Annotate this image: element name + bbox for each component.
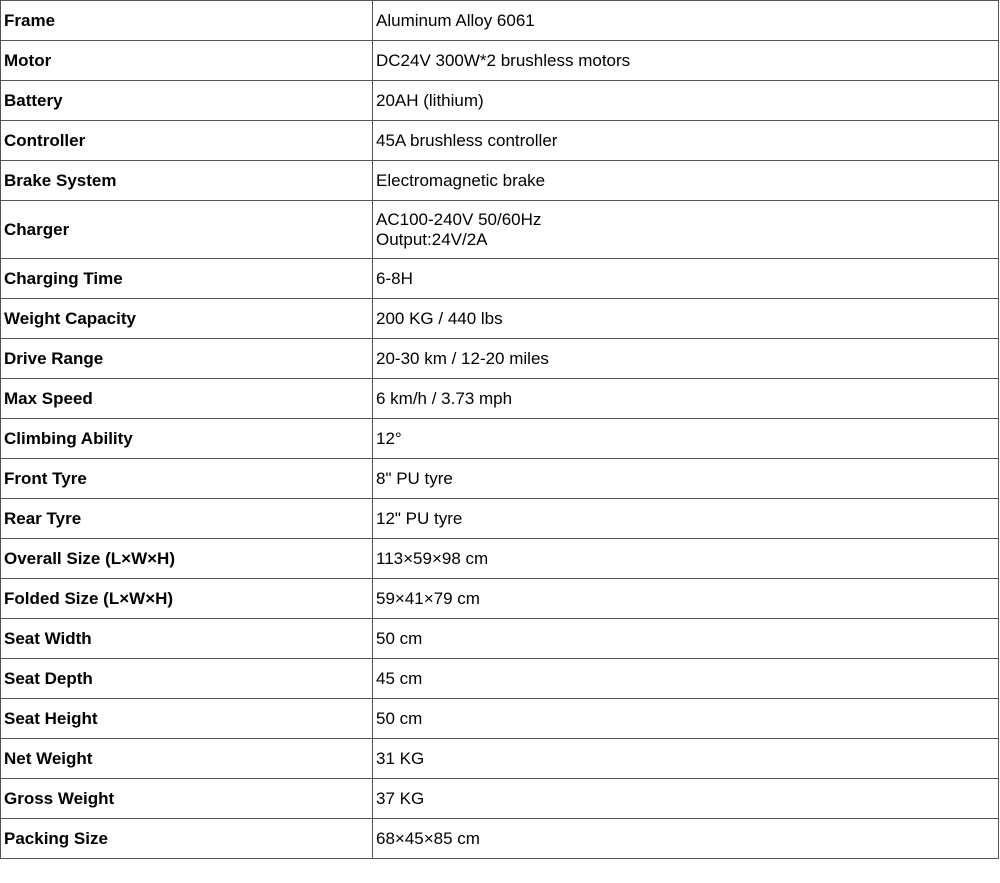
spec-value-line: DC24V 300W*2 brushless motors [376,50,631,70]
spec-value-line: 50 cm [376,708,423,728]
spec-value [373,81,999,121]
spec-value-line: 20-30 km / 12-20 miles [376,348,549,368]
spec-value [373,539,999,579]
spec-label: Rear Tyre [1,499,373,539]
spec-label: Seat Depth [1,659,373,699]
spec-value-line: Aluminum Alloy 6061 [376,10,535,30]
spec-value [373,819,999,859]
spec-value [373,419,999,459]
table-row [1,699,999,739]
spec-label: Battery [1,81,373,121]
table-row [1,81,999,121]
spec-value-line: 45 cm [376,668,423,688]
spec-label: Packing Size [1,819,373,859]
spec-label: Max Speed [1,379,373,419]
spec-value [373,41,999,81]
spec-value [373,339,999,379]
spec-value-line: AC100-240V 50/60Hz [376,209,542,229]
spec-value-line: 8" PU tyre [376,468,453,488]
table-row [1,499,999,539]
spec-label: Net Weight [1,739,373,779]
table-row [1,379,999,419]
spec-value [373,659,999,699]
spec-value [373,619,999,659]
spec-label: Weight Capacity [1,299,373,339]
spec-value [373,499,999,539]
spec-value-line: 45A brushless controller [376,130,558,150]
spec-value-line: 6-8H [376,268,413,288]
spec-value-line: 12° [376,428,402,448]
spec-value [373,699,999,739]
table-row [1,459,999,499]
table-row [1,779,999,819]
spec-value-line: Electromagnetic brake [376,170,546,190]
spec-label: Front Tyre [1,459,373,499]
spec-value-line: 37 KG [376,788,425,808]
spec-value [373,379,999,419]
spec-label: Controller [1,121,373,161]
spec-value-line: 31 KG [376,748,425,768]
spec-table-body [1,1,999,859]
spec-label: Overall Size (L×W×H) [1,539,373,579]
spec-value [373,121,999,161]
spec-value-line: 12" PU tyre [376,508,463,528]
spec-value [373,579,999,619]
spec-value-line: 68×45×85 cm [376,828,480,848]
spec-value-line: 59×41×79 cm [376,588,480,608]
spec-value [373,459,999,499]
table-row [1,1,999,41]
table-row [1,539,999,579]
spec-value-line: 200 KG / 440 lbs [376,308,503,328]
spec-label: Frame [1,1,373,41]
spec-value-line: 6 km/h / 3.73 mph [376,388,513,408]
spec-value [373,201,999,259]
spec-label: Seat Width [1,619,373,659]
spec-value [373,299,999,339]
table-row [1,339,999,379]
spec-value-line: 50 cm [376,628,423,648]
spec-value [373,1,999,41]
table-row [1,299,999,339]
spec-label: Gross Weight [1,779,373,819]
spec-value [373,739,999,779]
table-row [1,819,999,859]
spec-value-line: Output:24V/2A [376,229,488,249]
spec-label: Motor [1,41,373,81]
spec-label: Charging Time [1,259,373,299]
table-row [1,121,999,161]
spec-value [373,259,999,299]
table-row [1,201,999,259]
spec-value [373,779,999,819]
spec-value [373,161,999,201]
table-row [1,659,999,699]
table-row [1,579,999,619]
spec-value-line: 113×59×98 cm [376,548,489,568]
table-row [1,161,999,201]
table-row [1,619,999,659]
spec-label: Climbing Ability [1,419,373,459]
spec-value-line: 20AH (lithium) [376,90,484,110]
table-row [1,259,999,299]
spec-label: Charger [1,201,373,259]
spec-label: Seat Height [1,699,373,739]
spec-label: Folded Size (L×W×H) [1,579,373,619]
table-row [1,419,999,459]
table-row [1,739,999,779]
spec-label: Drive Range [1,339,373,379]
table-row [1,41,999,81]
spec-label: Brake System [1,161,373,201]
